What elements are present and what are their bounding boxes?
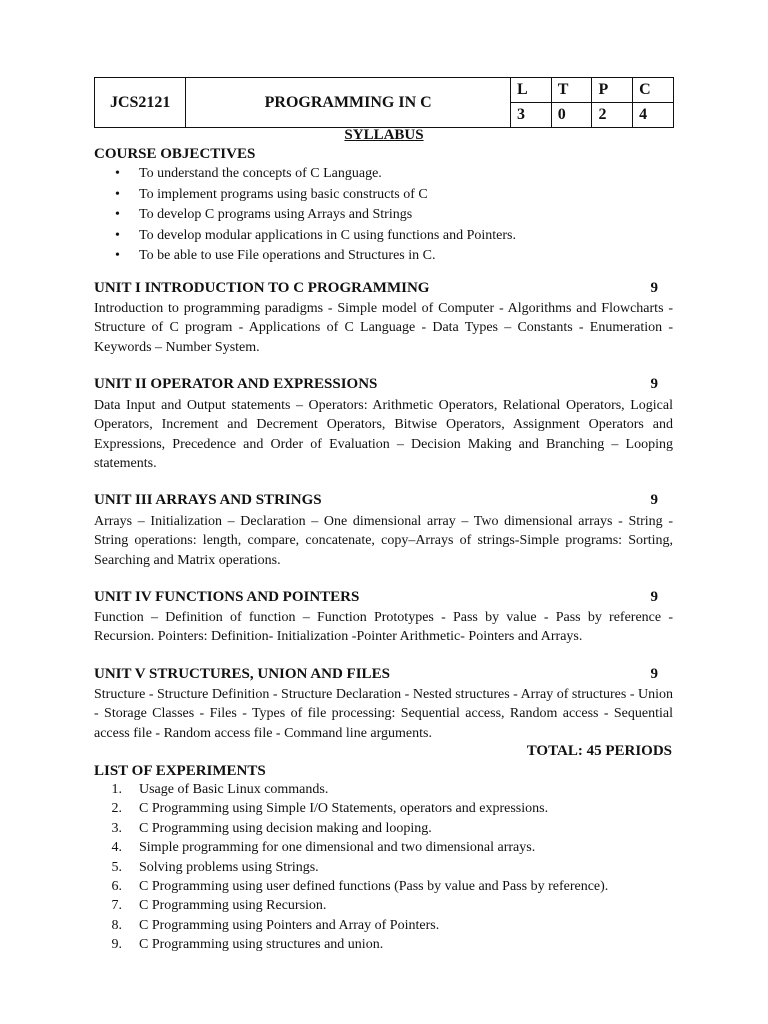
- ltpc-value-p: 2: [592, 103, 633, 128]
- unit-title: UNIT V STRUCTURES, UNION AND FILES: [94, 666, 390, 682]
- list-item: 4. Simple programming for one dimensional and two dimensional arrays.: [111, 840, 536, 856]
- list-item: 9. C Programming using structures and union.: [111, 937, 384, 953]
- objectives-heading: COURSE OBJECTIVES: [94, 146, 256, 162]
- list-item: 5. Solving problems using Strings.: [111, 859, 319, 875]
- unit-title: UNIT I INTRODUCTION TO C PROGRAMMING: [94, 280, 430, 296]
- unit-hours: 9: [650, 589, 658, 605]
- list-item: • To be able to use File operations and Structures in C.: [94, 246, 516, 267]
- unit-4-content: Function – Definition of function – Function Prototypes - Pass by value - Pass by reference - Recursion. Pointers: Definition- Initialization -Pointer Arithmetic- Pointers and Arrays.: [94, 610, 673, 645]
- unit-5-content: Structure - Structure Definition - Structure Declaration - Nested structures - Array of structures - Union - Storage Classes - Files - Types of file processing: Sequential access, Random access - Sequential access file - Random access file - Command line arguments.: [94, 687, 673, 741]
- unit-hours: 9: [650, 280, 658, 296]
- bullet-icon: •: [115, 166, 120, 181]
- unit-title: UNIT IV FUNCTIONS AND POINTERS: [94, 589, 360, 605]
- ltpc-label-l: L: [510, 78, 551, 103]
- experiments-heading: LIST OF EXPERIMENTS: [94, 763, 266, 779]
- unit-5-heading: [94, 666, 674, 683]
- unit-4-heading: [94, 589, 674, 606]
- list-item: 3. C Programming using decision making and looping.: [111, 820, 432, 836]
- experiments-list: [94, 780, 608, 955]
- unit-hours: 9: [650, 492, 658, 508]
- course-header-table: [94, 77, 674, 128]
- unit-title: UNIT III ARRAYS AND STRINGS: [94, 492, 322, 508]
- bullet-icon: •: [115, 207, 120, 222]
- bullet-icon: •: [115, 186, 120, 202]
- course-title: PROGRAMMING IN C: [186, 78, 511, 128]
- list-item: 8. C Programming using Pointers and Array of Pointers.: [111, 917, 440, 933]
- list-item: 7. C Programming using Recursion.: [111, 898, 327, 914]
- unit-1-content: Introduction to programming paradigms - Simple model of Computer - Algorithms and Flowcharts - Structure of C program - Applications of C Language - Data Types – Constants - Enumeration - Keywords – Number System.: [94, 301, 673, 355]
- list-item: • To develop modular applications in C using functions and Pointers.: [94, 226, 516, 247]
- unit-hours: 9: [650, 376, 658, 392]
- list-item: • To develop C programs using Arrays and Strings: [94, 205, 516, 226]
- unit-3-heading: [94, 492, 674, 509]
- list-item: • To understand the concepts of C Language.: [94, 164, 516, 185]
- unit-title: UNIT II OPERATOR AND EXPRESSIONS: [94, 376, 378, 392]
- unit-2-heading: [94, 376, 674, 393]
- ltpc-value-l: 3: [510, 103, 551, 128]
- list-item: 6. C Programming using user defined functions (Pass by value and Pass by reference).: [111, 878, 609, 894]
- ltpc-label-t: T: [551, 78, 592, 103]
- unit-hours: 9: [650, 666, 658, 682]
- list-item: 1. Usage of Basic Linux commands.: [111, 782, 329, 797]
- unit-1-heading: [94, 280, 674, 297]
- ltpc-value-c: 4: [633, 103, 674, 128]
- ltpc-value-t: 0: [551, 103, 592, 128]
- course-code: JCS2121: [95, 78, 186, 128]
- total-periods: TOTAL: 45 PERIODS: [526, 743, 672, 759]
- bullet-icon: •: [115, 248, 120, 263]
- unit-2-content: Data Input and Output statements – Operators: Arithmetic Operators, Relational Operators, Logical Operators, Increment and Decrement Operators, Bitwise Operators, Assignment Operators and Expressions, Precedence and Order of Evaluation – Decision Making and Branching – Looping statements.: [94, 398, 673, 472]
- objectives-list: [94, 164, 516, 267]
- syllabus-heading: SYLLABUS: [344, 127, 424, 143]
- ltpc-label-c: C: [633, 78, 674, 103]
- unit-3-content: Arrays – Initialization – Declaration – One dimensional array – Two dimensional arrays - String - String operations: length, compare, concatenate, copy–Arrays of strings-Simple programs: Sorting, Searching and Matrix operations.: [94, 514, 673, 568]
- list-item: • To implement programs using basic constructs of C: [94, 185, 516, 206]
- ltpc-label-p: P: [592, 78, 633, 103]
- list-item: 2. C Programming using Simple I/O Statements, operators and expressions.: [111, 801, 549, 817]
- bullet-icon: •: [115, 227, 120, 243]
